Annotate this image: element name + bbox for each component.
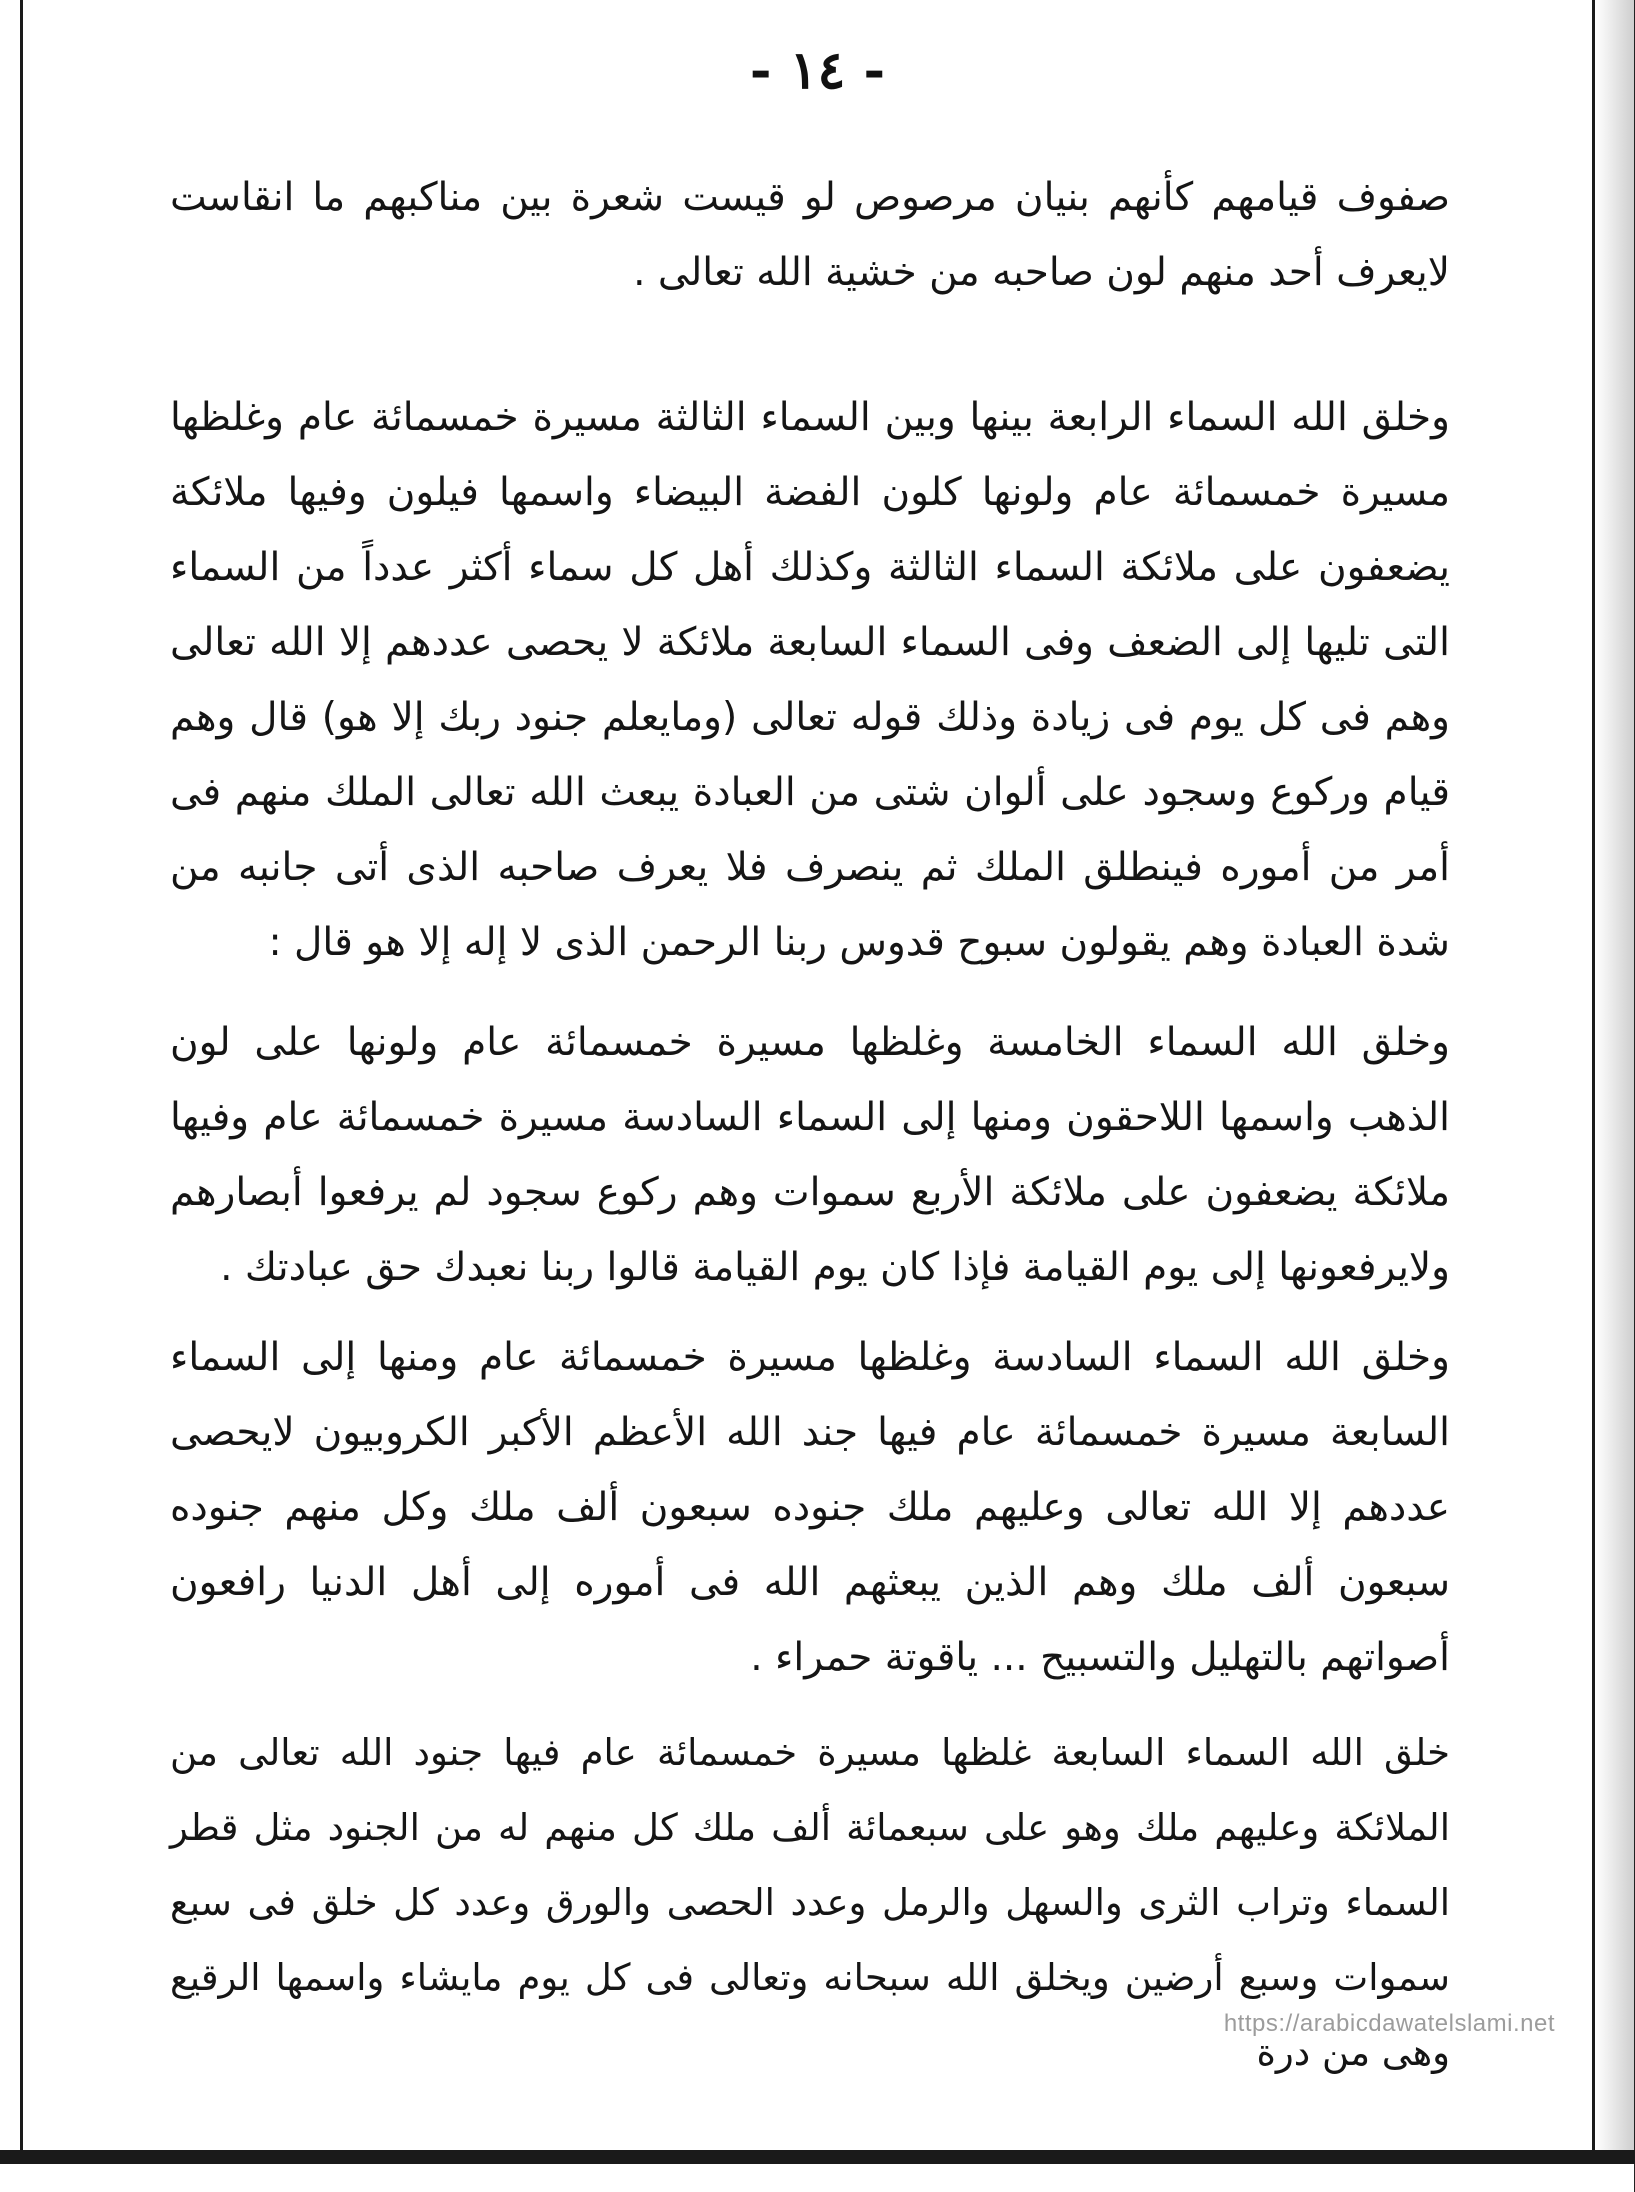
scan-bottom-border (0, 2150, 1635, 2164)
paragraph-text: صفوف قيامهم كأنهم بنيان مرصوص لو قيست شعرة بين مناكبهم ما انقاست لايعرف أحد منهم لون صاحبه من خشية الله تعالى . (170, 175, 1450, 295)
paragraph-text: خلق الله السماء السابعة غلظها مسيرة خمسمائة عام فيها جنود الله تعالى من الملائكة وعليهم ملك وهو على سبعمائة ألف ملك كل منهم له من الجنود مثل قطر السماء وتراب الثرى والسهل والرمل وعدد الحصى والورق وعدد كل خلق فى سبع سموات وسبع أرضين ويخلق الله سبحانه وتعالى فى كل يوم مايشاء واسمها الرقيع وهى من درة (170, 1731, 1450, 2074)
paragraph-text: وخلق الله السماء السادسة وغلظها مسيرة خمسمائة عام ومنها إلى السماء السابعة مسيرة خمسمائة عام فيها جند الله الأعظم الأكبر الكروبيون لايحصى عددهم إلا الله تعالى وعليهم ملك جنوده سبعون ألف ملك وكل منهم جنوده سبعون ألف ملك وهم الذين يبعثهم الله فى أموره إلى أهل الدنيا رافعون أصواتهم بالتهليل والتسبيح ... ياقوتة حمراء . (170, 1335, 1450, 1680)
paragraph-3 (170, 1005, 1450, 1305)
paragraph-4 (170, 1320, 1450, 1695)
page-side-shadow (1595, 0, 1635, 2150)
paragraph-1 (170, 160, 1450, 310)
watermark: https://arabicdawatelslami.net (1223, 2010, 1555, 2037)
paragraph-2 (170, 380, 1450, 980)
paragraph-text: وخلق الله السماء الخامسة وغلظها مسيرة خمسمائة عام ولونها على لون الذهب واسمها اللاحقون ومنها إلى السماء السادسة مسيرة خمسمائة عام وفيها ملائكة يضعفون على ملائكة الأربع سموات وهم ركوع سجود لم يرفعوا أبصارهم ولايرفعونها إلى يوم القيامة فإذا كان يوم القيامة قالوا ربنا نعبدك حق عبادتك . (170, 1020, 1450, 1290)
page-number: - ١٤ - (749, 40, 886, 101)
paragraph-text: وخلق الله السماء الرابعة بينها وبين السماء الثالثة مسيرة خمسمائة عام وغلظها مسيرة خمسمائة عام ولونها كلون الفضة البيضاء واسمها فيلون وفيها ملائكة يضعفون على ملائكة السماء الثالثة وكذلك أهل كل سماء أكثر عدداً من السماء التى تليها إلى الضعف وفى السماء السابعة ملائكة لا يحصى عددهم إلا الله تعالى وهم فى كل يوم فى زيادة وذلك قوله تعالى (ومايعلم جنود ربك إلا هو) قال وهم قيام وركوع وسجود على ألوان شتى من العبادة يبعث الله تعالى الملك منهم فى أمر من أموره فينطلق الملك ثم ينصرف فلا يعرف صاحبه الذى أتى جانبه من شدة العبادة وهم يقولون سبوح قدوس ربنا الرحمن الذى لا إله إلا هو قال : (170, 395, 1450, 965)
